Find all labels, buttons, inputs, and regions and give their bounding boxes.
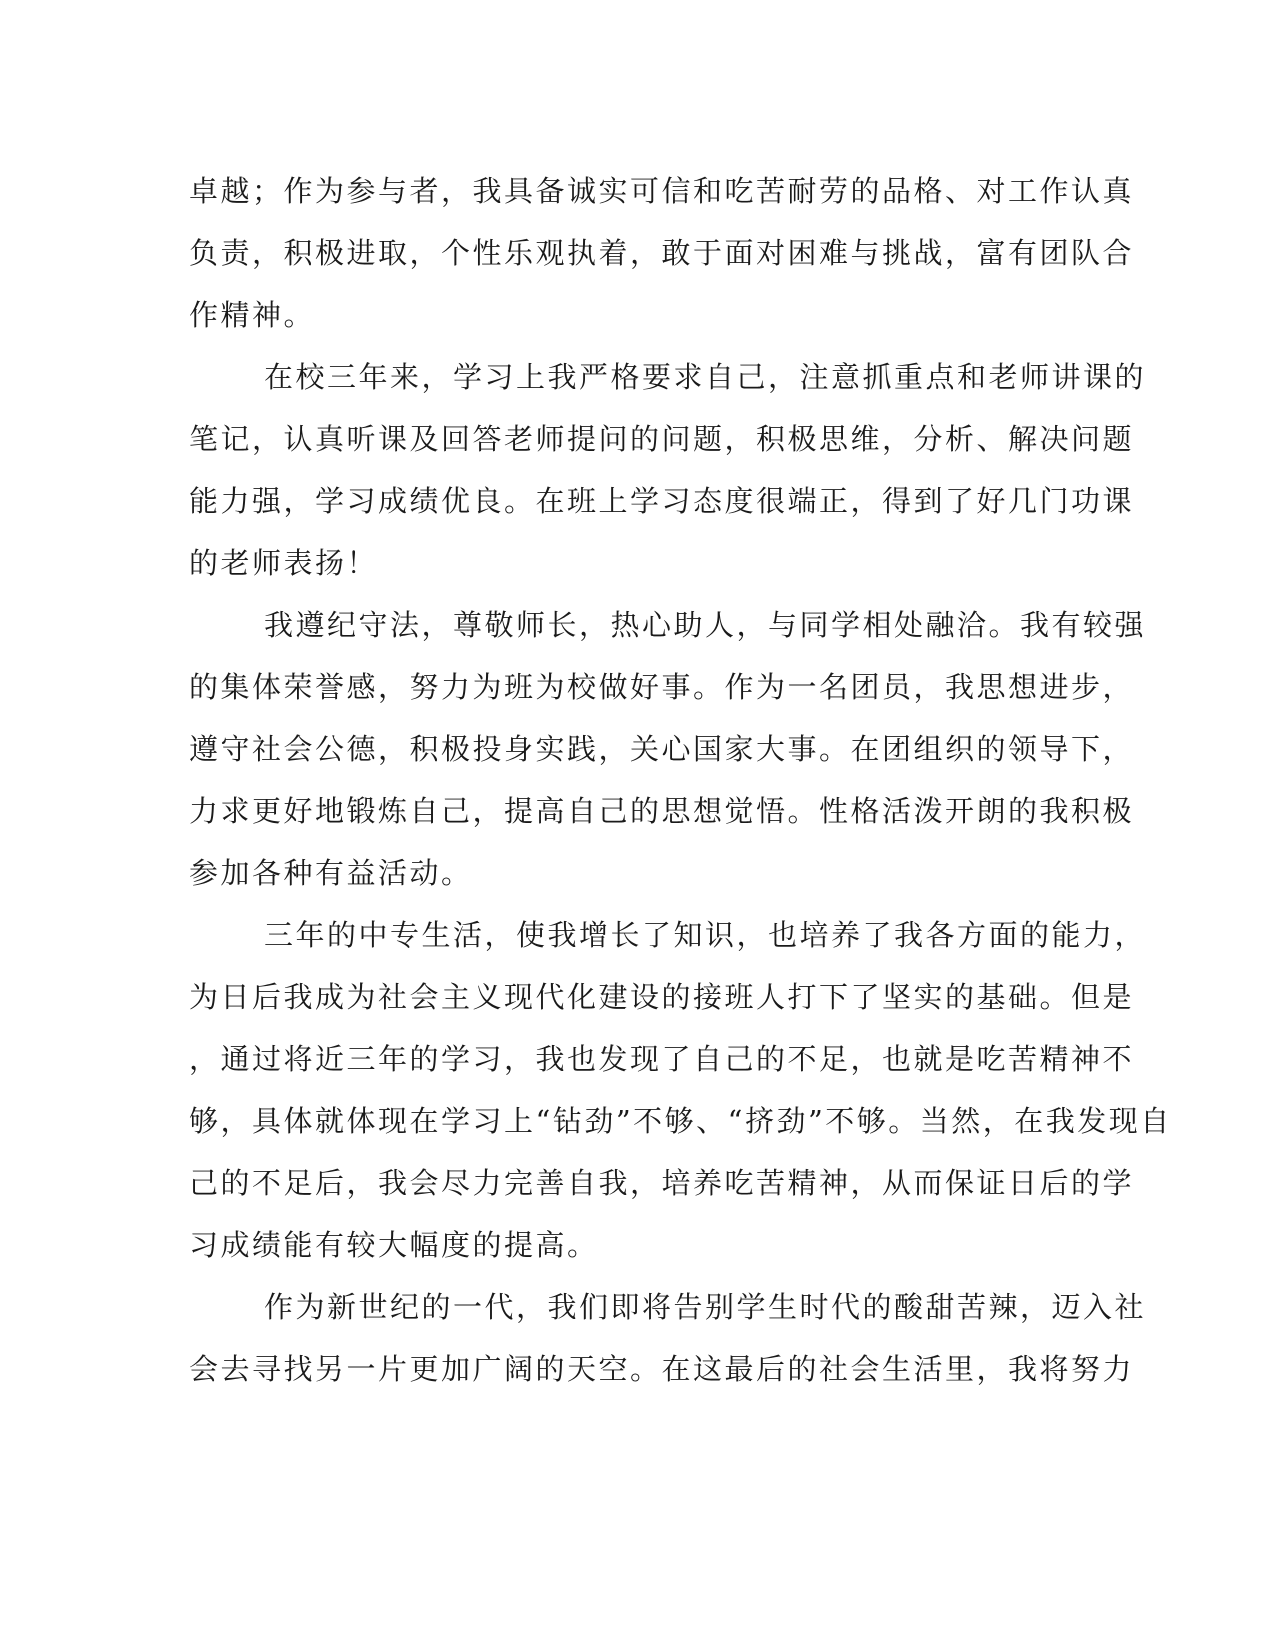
paragraph-1 xyxy=(189,160,1135,346)
body-text xyxy=(189,160,1172,1400)
text-line: 我遵纪守法，尊敬师长，热心助人，与同学相处融洽。我有较强 xyxy=(264,608,1147,642)
paragraph-4 xyxy=(189,904,1172,1276)
text-line: 参加各种有益活动。 xyxy=(189,856,473,890)
paragraph-3 xyxy=(189,594,1147,904)
text-line: 作为新世纪的一代，我们即将告别学生时代的酸甜苦辣，迈入社 xyxy=(264,1290,1147,1324)
paragraph-2 xyxy=(189,346,1147,594)
text-line: 的集体荣誉感，努力为班为校做好事。作为一名团员，我思想进步， xyxy=(189,670,1135,704)
text-line: 负责，积极进取，个性乐观执着，敢于面对困难与挑战，富有团队合 xyxy=(189,236,1135,270)
text-line: 习成绩能有较大幅度的提高。 xyxy=(189,1228,599,1262)
text-line: 的老师表扬！ xyxy=(189,546,379,580)
text-line: 够，具体就体现在学习上“钻劲”不够、“挤劲”不够。当然，在我发现自 xyxy=(189,1104,1172,1138)
text-line: 作精神。 xyxy=(189,298,316,332)
text-line: ，通过将近三年的学习，我也发现了自己的不足，也就是吃苦精神不 xyxy=(189,1042,1135,1076)
text-line: 笔记，认真听课及回答老师提问的问题，积极思维，分析、解决问题 xyxy=(189,422,1135,456)
text-line: 卓越；作为参与者，我具备诚实可信和吃苦耐劳的品格、对工作认真 xyxy=(189,174,1135,208)
text-line: 会去寻找另一片更加广阔的天空。在这最后的社会生活里，我将努力 xyxy=(189,1352,1135,1386)
text-line: 遵守社会公德，积极投身实践，关心国家大事。在团组织的领导下， xyxy=(189,732,1135,766)
text-line: 在校三年来，学习上我严格要求自己，注意抓重点和老师讲课的 xyxy=(264,360,1147,394)
text-line: 三年的中专生活，使我增长了知识，也培养了我各方面的能力， xyxy=(264,918,1147,952)
text-line: 为日后我成为社会主义现代化建设的接班人打下了坚实的基础。但是 xyxy=(189,980,1135,1014)
paragraph-5 xyxy=(189,1276,1147,1400)
text-line: 己的不足后，我会尽力完善自我，培养吃苦精神，从而保证日后的学 xyxy=(189,1166,1135,1200)
text-line: 力求更好地锻炼自己，提高自己的思想觉悟。性格活泼开朗的我积极 xyxy=(189,794,1135,828)
text-line: 能力强，学习成绩优良。在班上学习态度很端正，得到了好几门功课 xyxy=(189,484,1135,518)
